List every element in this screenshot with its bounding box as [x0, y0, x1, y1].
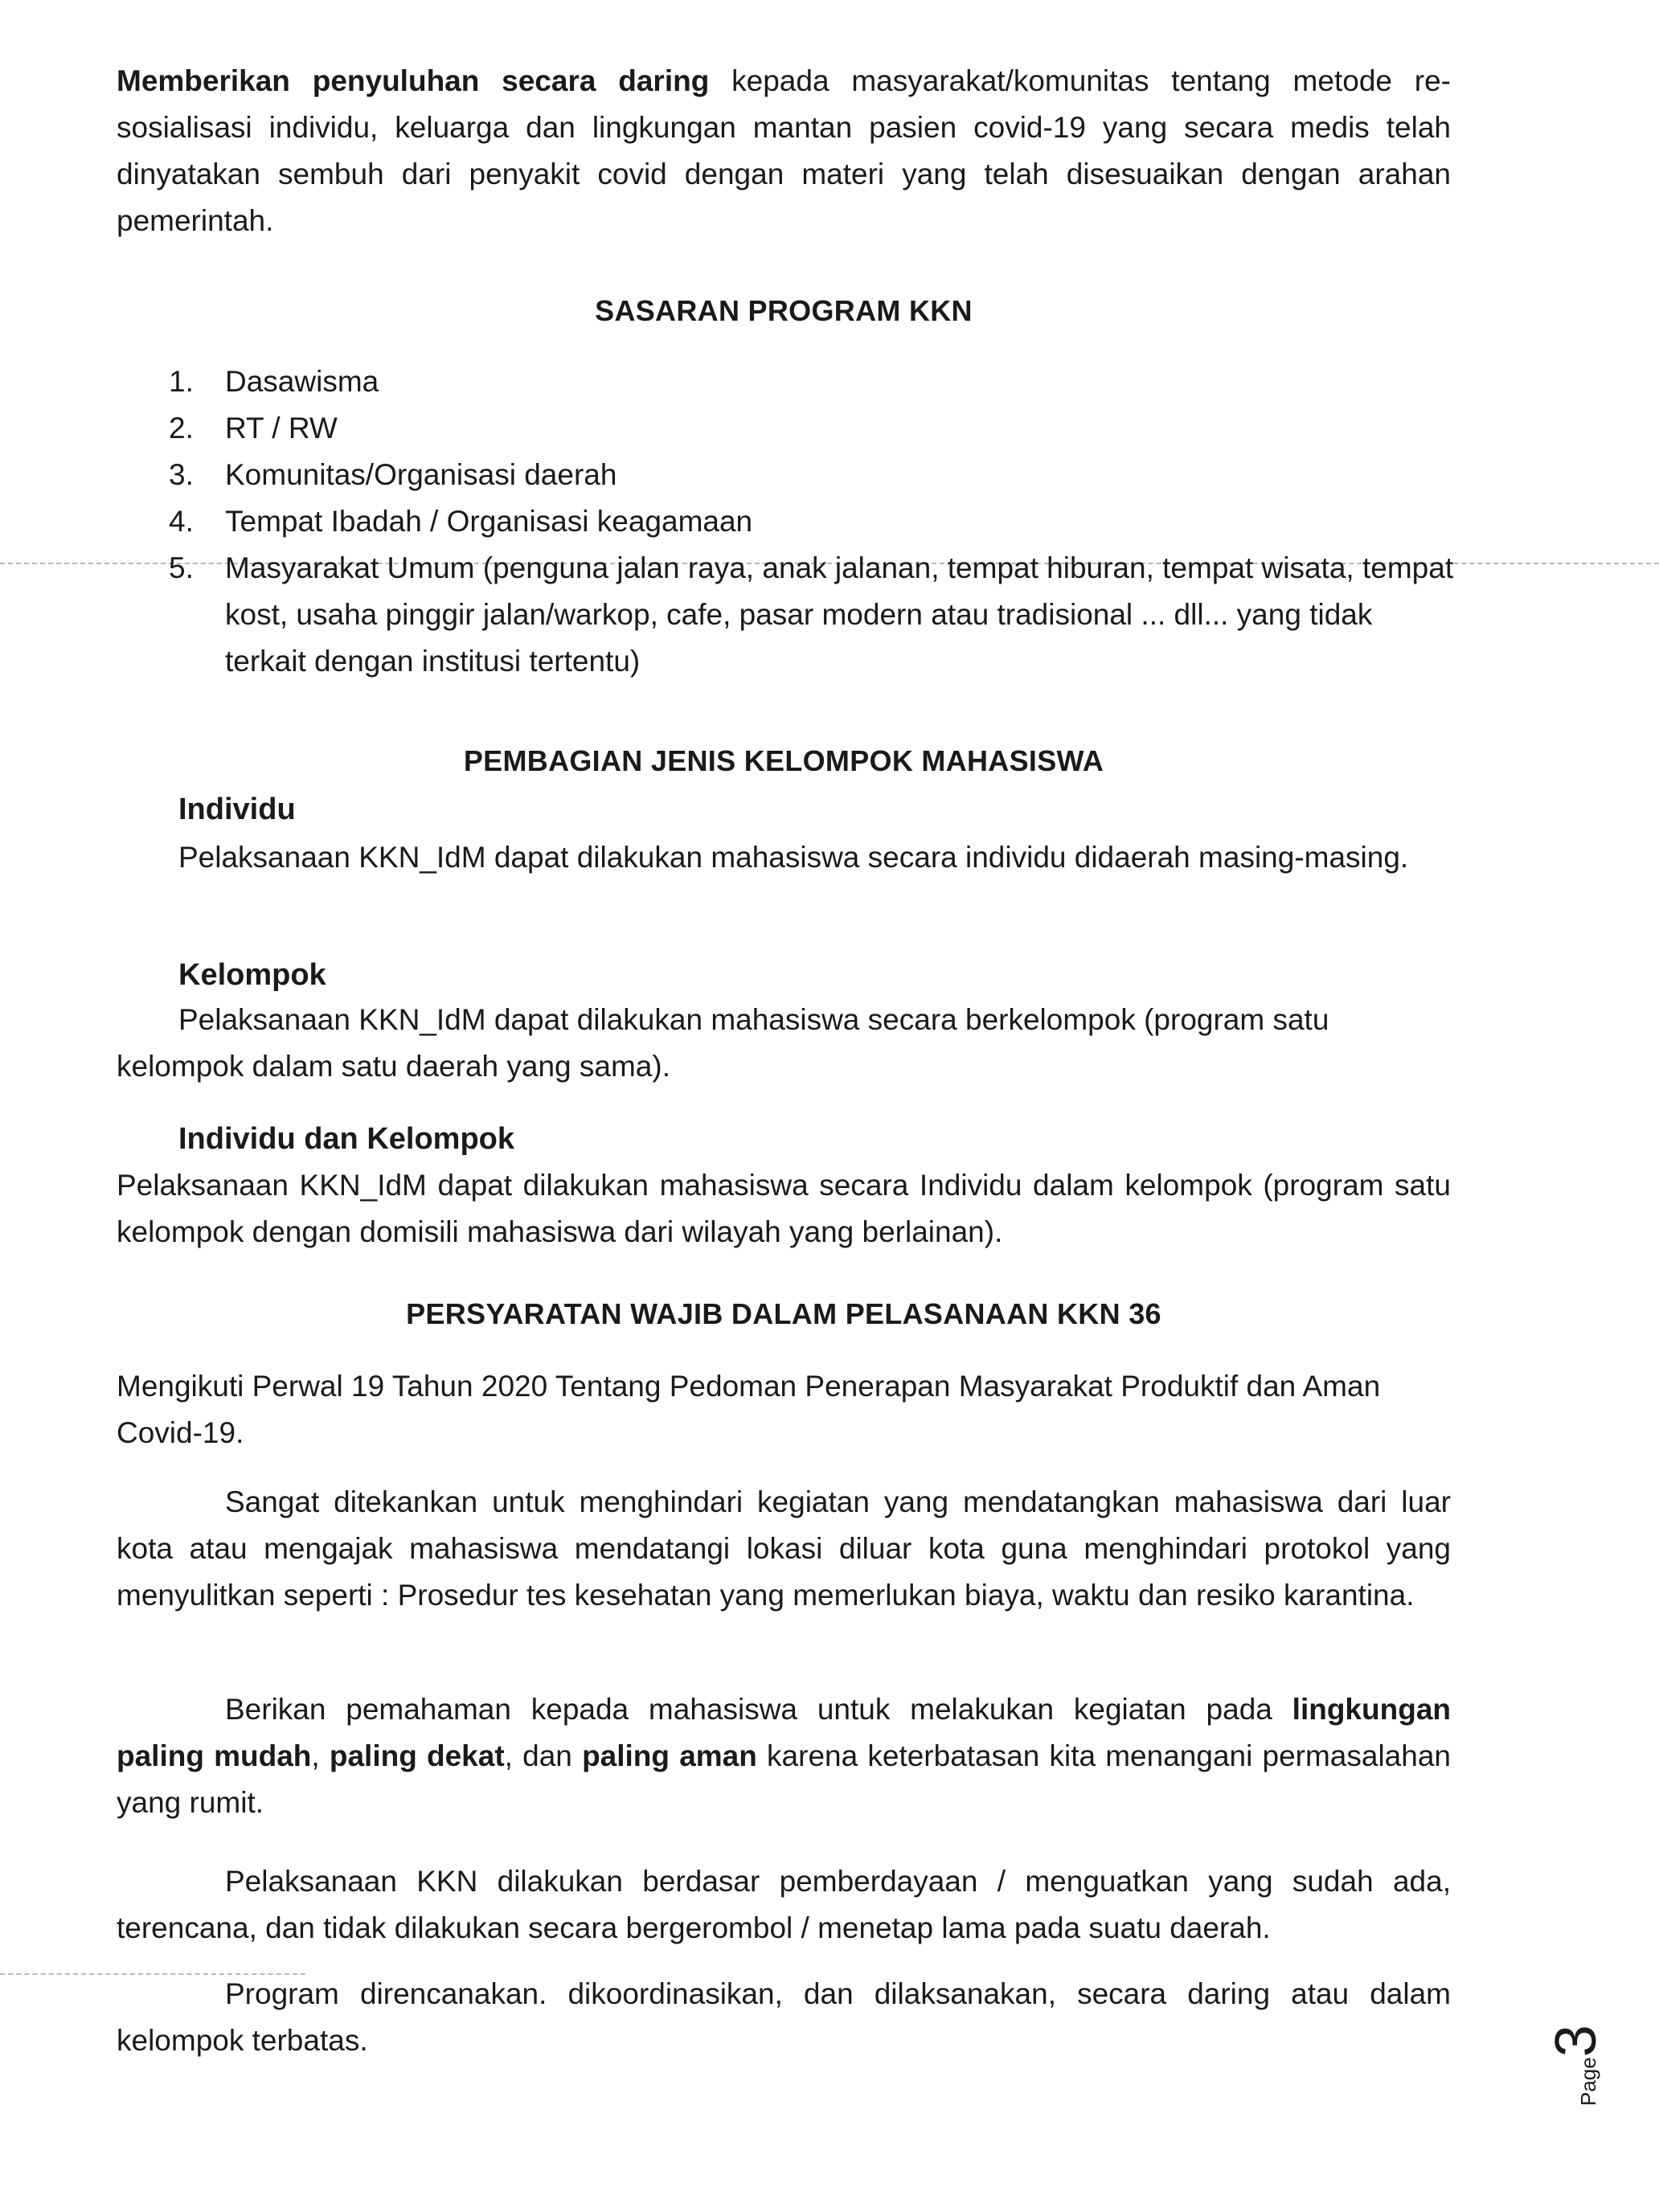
persyaratan-heading: PERSYARATAN WAJIB DALAM PELASANAAN KKN 36 — [406, 1297, 1161, 1330]
p3-text-e: karena keterbatasan kita menangani permasalahan yang rumit. — [117, 1739, 1451, 1819]
intro-paragraph — [117, 58, 1451, 244]
sasaran-heading: SASARAN PROGRAM KKN — [595, 294, 973, 327]
list-number: 1. — [169, 365, 194, 398]
list-item — [169, 405, 1455, 452]
individu-kelompok-title: Individu dan Kelompok — [178, 1122, 515, 1156]
list-item — [169, 545, 1455, 685]
p3-text-d: , dan — [504, 1739, 583, 1772]
sasaran-list — [169, 358, 1455, 685]
kelompok-text: Pelaksanaan KKN_IdM dapat dilakukan mahasiswa secara berkelompok (program satu kelompok dalam satu daerah yang sama). — [117, 1003, 1329, 1083]
list-text: Masyarakat Umum (penguna jalan raya, anak jalanan, tempat hiburan, tempat wisata, tempat kost, usaha pinggir jalan/warkop, cafe, pasar modern atau tradisional ... dll... yang tidak terkait dengan institusi tertentu) — [225, 551, 1454, 678]
pembagian-heading: PEMBAGIAN JENIS KELOMPOK MAHASISWA — [463, 744, 1104, 777]
list-number: 4. — [169, 505, 194, 538]
page-number-value: 3 — [1544, 2025, 1608, 2058]
list-text: Tempat Ibadah / Organisasi keagamaan — [225, 505, 753, 538]
persyaratan-p2: Sangat ditekankan untuk menghindari kegiatan yang mendatangkan mahasiswa dari luar kota atau mengajak mahasiswa mendatangi lokasi diluar kota guna menghindari protokol yang menyulitkan seperti : Prosedur tes kesehatan yang memerlukan biaya, waktu dan resiko karantina. — [117, 1485, 1451, 1612]
list-item — [169, 498, 1455, 545]
list-text: Komunitas/Organisasi daerah — [225, 458, 617, 491]
list-number: 3. — [169, 458, 194, 491]
individu-title: Individu — [178, 793, 296, 826]
page-label: Page — [1576, 2057, 1600, 2106]
persyaratan-p5: Program direncanakan. dikoordinasikan, dan dilaksanakan, secara daring atau dalam kelompok terbatas. — [117, 1977, 1451, 2057]
p3-text-c: , — [311, 1739, 330, 1772]
page-number — [1544, 2009, 1612, 2106]
list-text: RT / RW — [225, 412, 338, 444]
list-number: 5. — [169, 551, 194, 584]
list-item — [169, 452, 1455, 498]
p3-bold-aman: paling aman — [582, 1739, 757, 1772]
p3-bold-dekat: paling dekat — [329, 1739, 505, 1772]
persyaratan-p4: Pelaksanaan KKN dilakukan berdasar pemberdayaan / menguatkan yang sudah ada, terencana, dan tidak dilakukan secara bergerombol / menetap lama pada suatu daerah. — [117, 1865, 1451, 1944]
intro-bold-lead: Memberikan penyuluhan secara daring — [117, 64, 710, 97]
list-text: Dasawisma — [225, 365, 379, 398]
list-number: 2. — [169, 412, 194, 444]
p3-text-a: Berikan pemahaman kepada mahasiswa untuk melakukan kegiatan pada — [225, 1693, 1292, 1726]
persyaratan-p1: Mengikuti Perwal 19 Tahun 2020 Tentang Pedoman Penerapan Masyarakat Produktif dan Aman Covid-19. — [117, 1370, 1381, 1449]
kelompok-title: Kelompok — [178, 958, 326, 992]
individu-kelompok-text: Pelaksanaan KKN_IdM dapat dilakukan mahasiswa secara Individu dalam kelompok (program satu kelompok dengan domisili mahasiswa dari wilayah yang berlainan). — [117, 1169, 1451, 1248]
individu-text: Pelaksanaan KKN_IdM dapat dilakukan mahasiswa secara individu didaerah masing-masing. — [178, 841, 1409, 874]
intro-text: kepada masyarakat/komunitas tentang metode re-sosialisasi individu, keluarga dan lingkungan mantan pasien covid-19 yang secara medis telah dinyatakan sembuh dari penyakit covid dengan materi yang telah disesuaikan dengan arahan pemerintah. — [117, 64, 1452, 237]
persyaratan-p3 — [117, 1686, 1451, 1826]
p3-bold-mudah: lingkungan paling mudah — [117, 1693, 1451, 1772]
list-item — [169, 358, 1455, 405]
